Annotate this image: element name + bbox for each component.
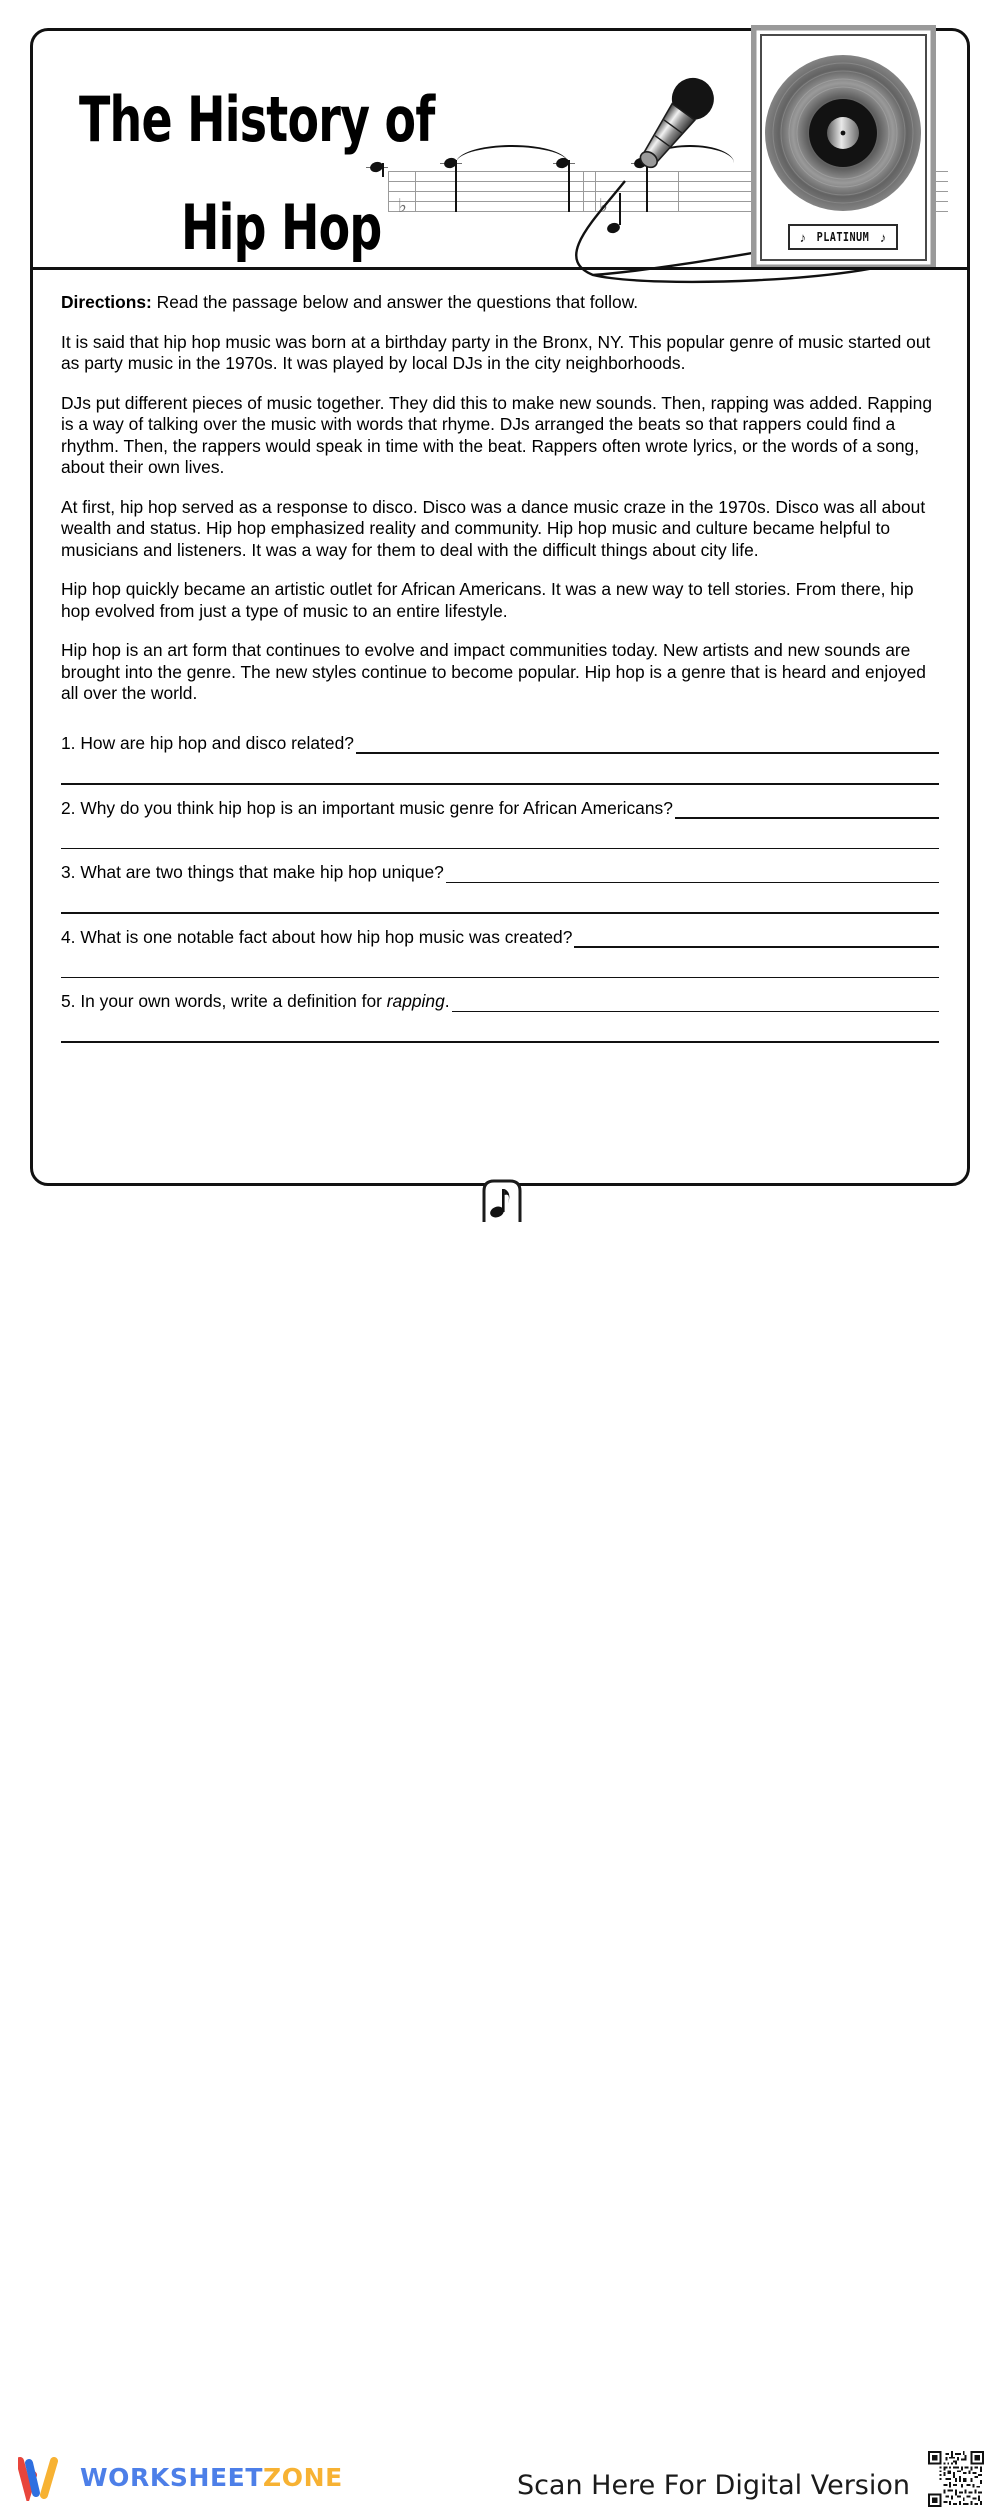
directions-line — [61, 292, 939, 314]
passage-paragraph: Hip hop is an art form that continues to evolve and impact communities today. New artists and new sounds are brought into the genre. The new styles continue to become popular. Hip hop is a genre that is heard and enjoyed all over the world. — [61, 640, 926, 703]
question-block — [61, 733, 939, 785]
passage-paragraph: At first, hip hop served as a response to disco. Disco was a dance music craze in the 1970s. Disco was all about wealth and status. Hip hop emphasized reality and community. Hip hop music and culture became helpful to musicians and listeners. It was a way for them to deal with the difficult things about city life. — [61, 496, 926, 560]
question-italic-term: rapping — [386, 990, 445, 1011]
directions-text: Read the passage below and answer the questions that follow. — [151, 292, 639, 312]
answer-blank[interactable] — [452, 994, 939, 1012]
qr-code[interactable] — [928, 2450, 984, 2508]
answer-blank[interactable] — [356, 735, 939, 754]
question-block — [61, 991, 939, 1043]
music-note-icon-right: ♪ — [879, 229, 887, 245]
logo-wordmark — [80, 2463, 343, 2492]
worksheet-body — [33, 270, 967, 1056]
question-text-tail: . — [444, 990, 450, 1011]
platinum-record-plaque — [751, 25, 936, 270]
logo-word-secondary: ZONE — [263, 2463, 343, 2492]
question-block — [61, 798, 939, 849]
passage-paragraph: DJs put different pieces of music together. They did this to make new sounds. Then, rapping was added. Rapping is a way of talking over the music with words that rhyme. DJs arranged the beats so that rappers could find a rhythm. Then, the rappers would speak in time with the beat. Rappers often wrote lyrics, or the words of a song, about their own lives. — [61, 392, 933, 477]
question-text: 1. How are hip hop and disco related? — [61, 732, 354, 753]
passage-paragraph: It is said that hip hop music was born at a birthday party in the Bronx, NY. This popular genre of music started out as party music in the 1970s. It was played by local DJs in the city neighborhoods. — [61, 331, 931, 373]
question-block — [61, 862, 939, 914]
answer-line[interactable] — [61, 783, 939, 785]
answer-line[interactable] — [61, 1041, 939, 1043]
question-text: 4. What is one notable fact about how hip hop music was created? — [61, 926, 573, 947]
microphone-icon — [629, 73, 739, 213]
answer-line[interactable] — [61, 977, 939, 978]
answer-blank[interactable] — [675, 800, 939, 819]
question-text: 2. Why do you think hip hop is an important music genre for African Americans? — [61, 797, 673, 818]
worksheet-header — [33, 31, 967, 267]
page-footer — [0, 1214, 1000, 2501]
question-text — [61, 991, 452, 1012]
page-title-line-1: The History of — [79, 83, 435, 156]
questions-section — [61, 733, 939, 1043]
logo-word-primary: WORKSHEET — [80, 2463, 263, 2492]
music-staff-decoration: ♭ ♭ — [388, 171, 948, 251]
question-text-lead: 5. In your own words, write a definition for — [61, 990, 387, 1011]
worksheet-page — [30, 28, 970, 1186]
page-title-line-2: Hip Hop — [181, 191, 382, 264]
answer-line[interactable] — [61, 848, 939, 849]
answer-blank[interactable] — [446, 865, 939, 883]
passage-paragraph: Hip hop quickly became an artistic outlet for African Americans. It was a new way to tell stories. From there, hip hop evolved from just a type of music to an entire lifestyle. — [61, 579, 914, 621]
answer-line[interactable] — [61, 912, 939, 914]
question-block — [61, 927, 939, 978]
record-label-text: PLATINUM — [816, 230, 870, 244]
directions-label: Directions: — [61, 292, 152, 312]
logo-mark-icon — [18, 2457, 76, 2501]
question-text: 3. What are two things that make hip hop unique? — [61, 861, 444, 882]
answer-blank[interactable] — [574, 929, 939, 948]
scan-instruction-text: Scan Here For Digital Version — [516, 2470, 910, 2501]
music-note-icon-left: ♪ — [799, 229, 807, 245]
